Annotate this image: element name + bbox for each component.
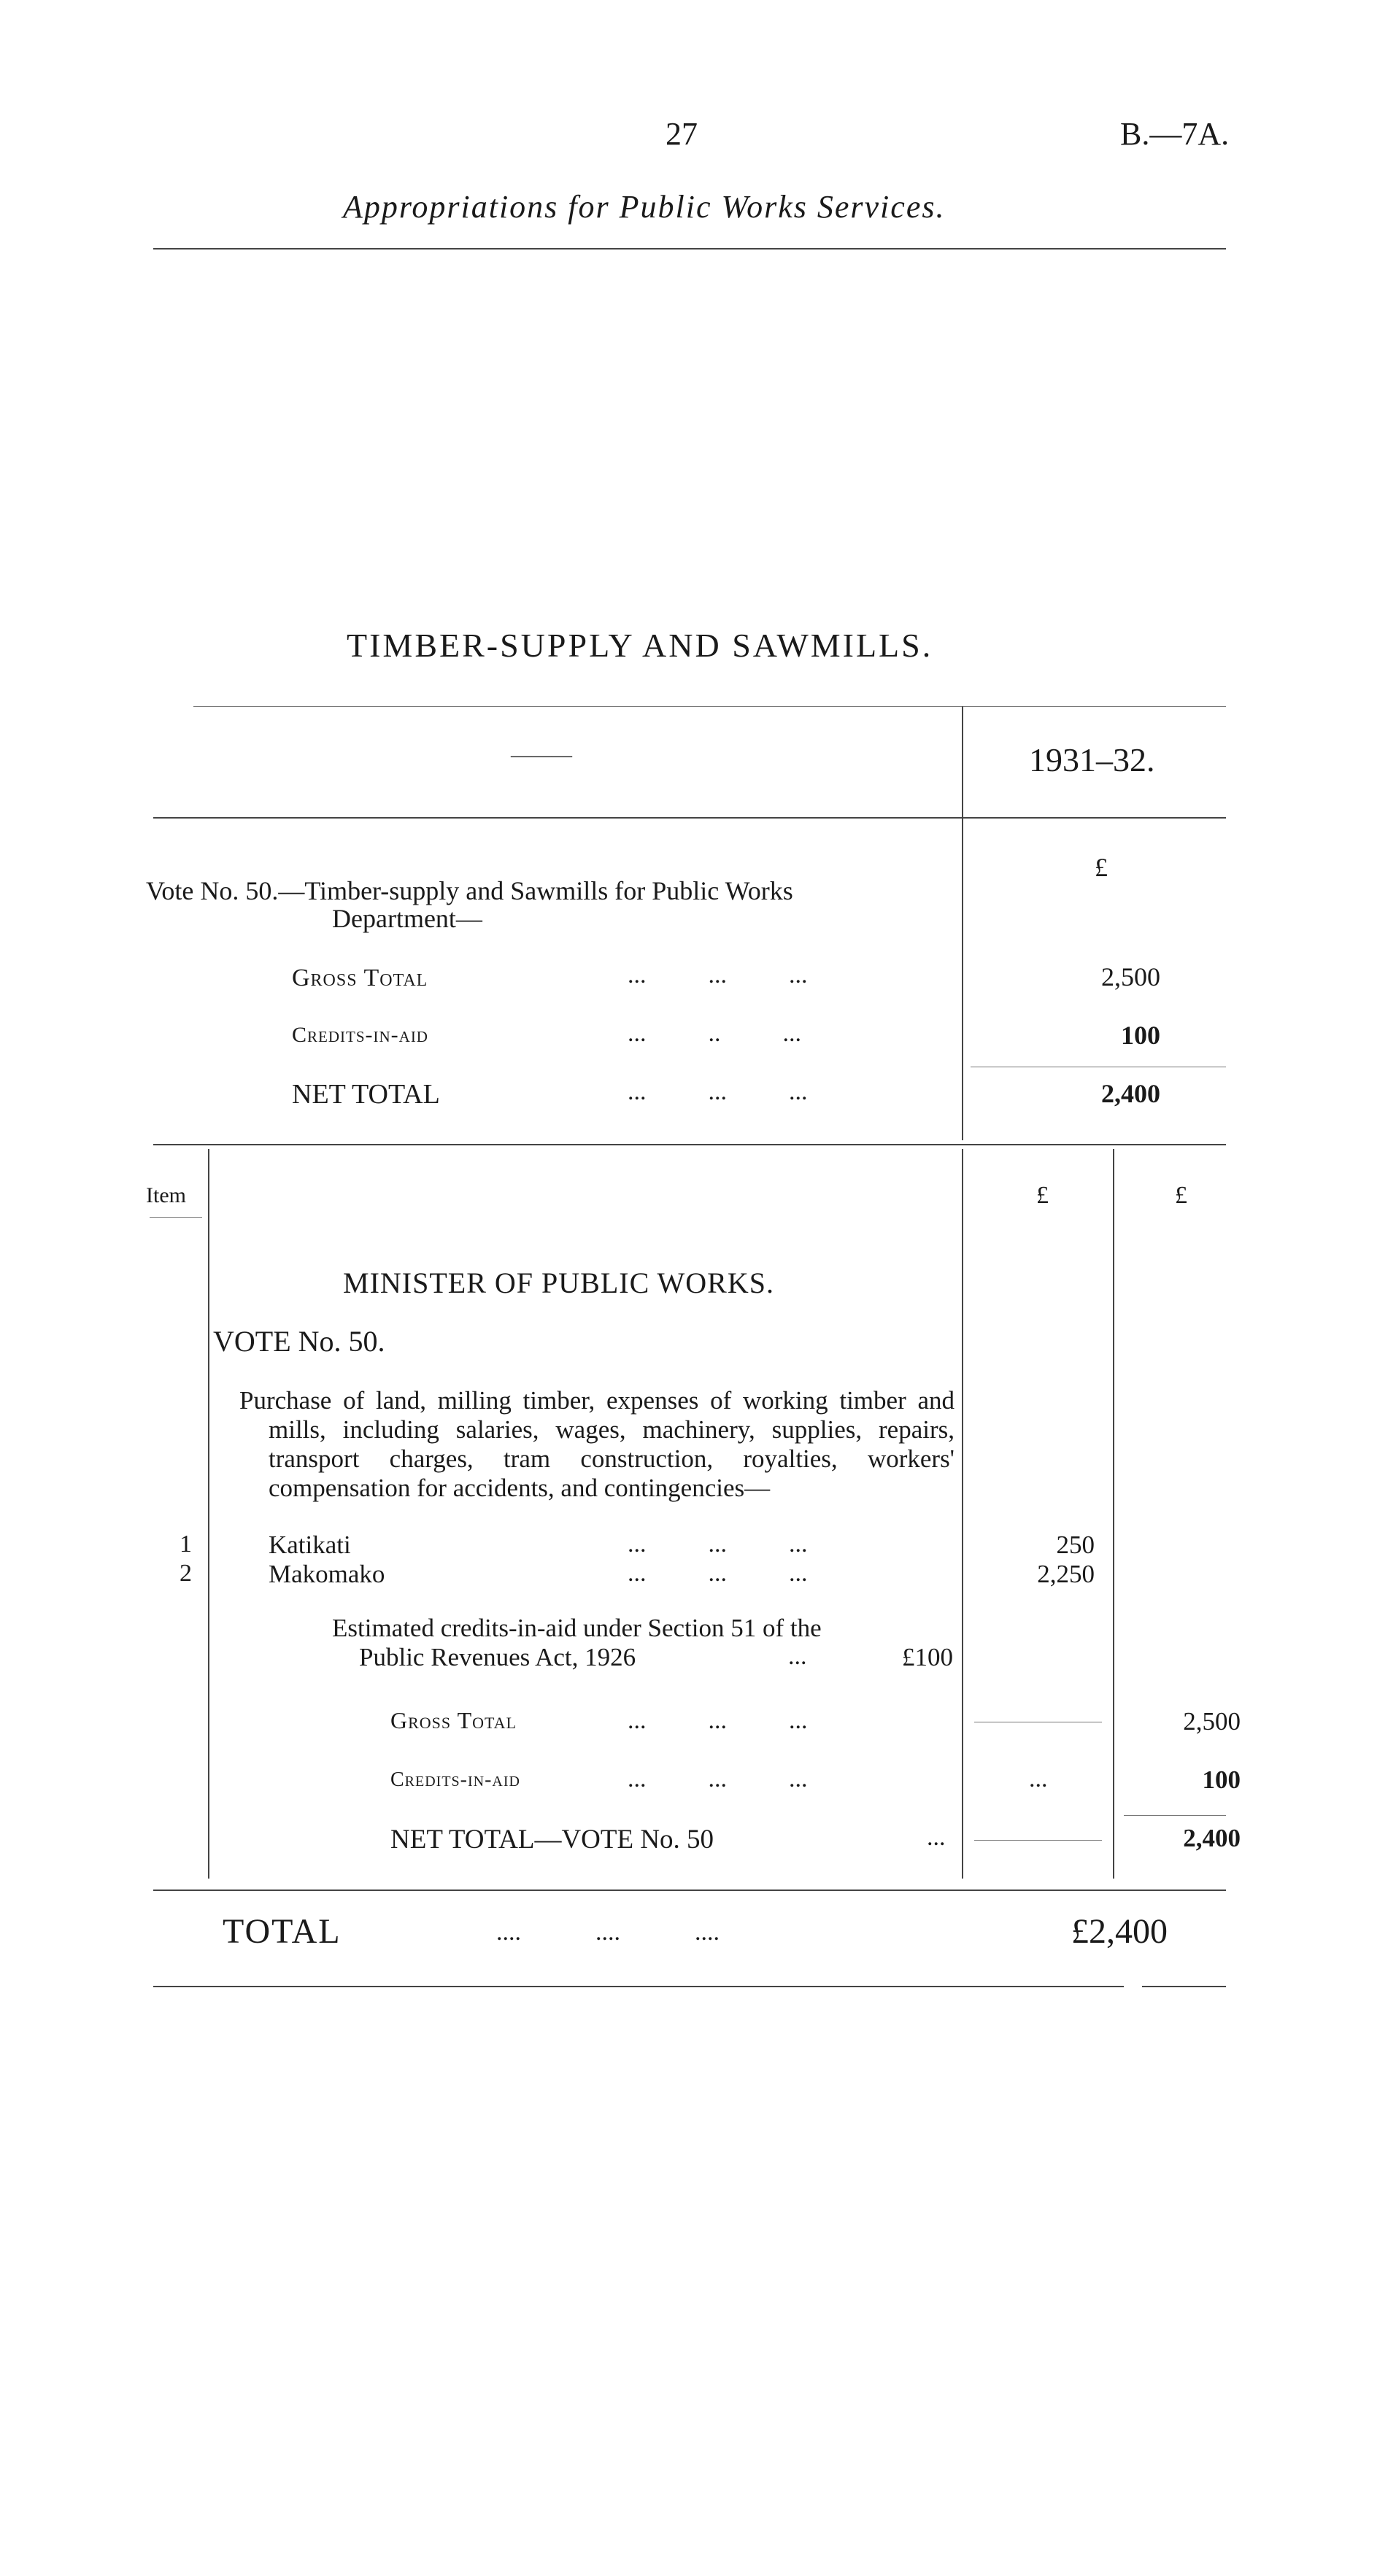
detail-bottom-rule (153, 1890, 1226, 1891)
item-1-number: 1 (180, 1531, 192, 1558)
summary-top-rule (193, 706, 1226, 707)
detail-gross-label: Gross Total (390, 1707, 517, 1733)
vote-heading: VOTE No. 50. (213, 1325, 385, 1358)
summary-gross-value: 2,500 (1101, 962, 1160, 991)
grand-total-dots: .... .... .... (496, 1919, 720, 1946)
detail-col2-divider (1113, 1149, 1114, 1879)
estimate-dots: ... (788, 1643, 807, 1670)
detail-currency-1: £ (1036, 1182, 1049, 1209)
grand-total-label: TOTAL (223, 1912, 342, 1951)
summary-header-rule (153, 817, 1226, 819)
item-1-name: Katikati (269, 1531, 351, 1559)
detail-credits-label: Credits-in-aid (390, 1768, 520, 1791)
detail-currency-2: £ (1175, 1182, 1187, 1209)
summary-gross-label: Gross Total (292, 964, 428, 991)
section-title: TIMBER-SUPPLY AND SAWMILLS. (347, 627, 933, 664)
item-1-amount: 250 (1056, 1531, 1095, 1559)
header-rule (153, 248, 1226, 250)
detail-credits-dots: ... ... ... (628, 1765, 808, 1792)
purchase-description: Purchase of land, milling timber, expenses of working timber and mills, including salaries, wages, machinery, supplies, repairs, transport charges, tram construction, royalties, workers' compensation for accidents, and contingencies— (239, 1386, 955, 1502)
estimate-line-1: Estimated credits-in-aid under Section 51 of the (332, 1614, 822, 1642)
summary-currency: £ (1095, 853, 1108, 882)
summary-credits-label: Credits-in-aid (292, 1023, 428, 1047)
summary-credits-value: 100 (1121, 1021, 1160, 1050)
summary-net-dots: ... ... ... (628, 1078, 808, 1105)
detail-net-rule (1124, 1815, 1226, 1816)
minister-heading: MINISTER OF PUBLIC WORKS. (343, 1266, 774, 1299)
item-2-dots: ... ... ... (628, 1560, 808, 1587)
item-2-amount: 2,250 (1037, 1560, 1095, 1588)
summary-dash: ——— (511, 744, 572, 767)
item-1-dots: ... ... ... (628, 1531, 808, 1558)
detail-item-divider (208, 1149, 209, 1879)
estimate-line-2: Public Revenues Act, 1926 (359, 1643, 636, 1671)
summary-bottom-rule (153, 1144, 1226, 1145)
detail-net-value: 2,400 (1183, 1824, 1241, 1852)
year-heading: 1931–32. (1029, 741, 1155, 778)
detail-col1-divider (962, 1149, 963, 1879)
grand-total-value: £2,400 (1071, 1912, 1168, 1951)
grand-total-rule (153, 1986, 1124, 1987)
summary-divider (962, 706, 963, 1140)
summary-credits-dots: ... .. ... (628, 1020, 801, 1047)
item-header: Item (146, 1183, 186, 1207)
detail-net-label: NET TOTAL—VOTE No. 50 (390, 1825, 714, 1854)
item-2-name: Makomako (269, 1560, 385, 1588)
detail-net-dash (974, 1840, 1102, 1841)
detail-credits-mid-dots: ... (1029, 1765, 1048, 1792)
summary-gross-dots: ... ... ... (628, 962, 808, 989)
estimate-amount: £100 (902, 1643, 953, 1671)
grand-total-rule-right (1142, 1986, 1226, 1987)
running-title: Appropriations for Public Works Services. (343, 189, 946, 225)
item-header-rule (150, 1217, 202, 1218)
summary-vote-line-cont: Department— (332, 904, 482, 933)
detail-credits-value: 100 (1202, 1765, 1241, 1794)
summary-net-label: NET TOTAL (292, 1079, 440, 1110)
detail-gross-value: 2,500 (1183, 1707, 1241, 1736)
document-code: B.—7A. (1120, 116, 1230, 152)
summary-vote-line: Vote No. 50.—Timber-supply and Sawmills for Public Works (146, 876, 793, 905)
item-2-number: 2 (180, 1560, 192, 1587)
detail-net-dots: ... (927, 1824, 946, 1851)
summary-net-value: 2,400 (1101, 1079, 1160, 1108)
page-number: 27 (666, 116, 698, 152)
detail-gross-dots: ... ... ... (628, 1707, 808, 1734)
